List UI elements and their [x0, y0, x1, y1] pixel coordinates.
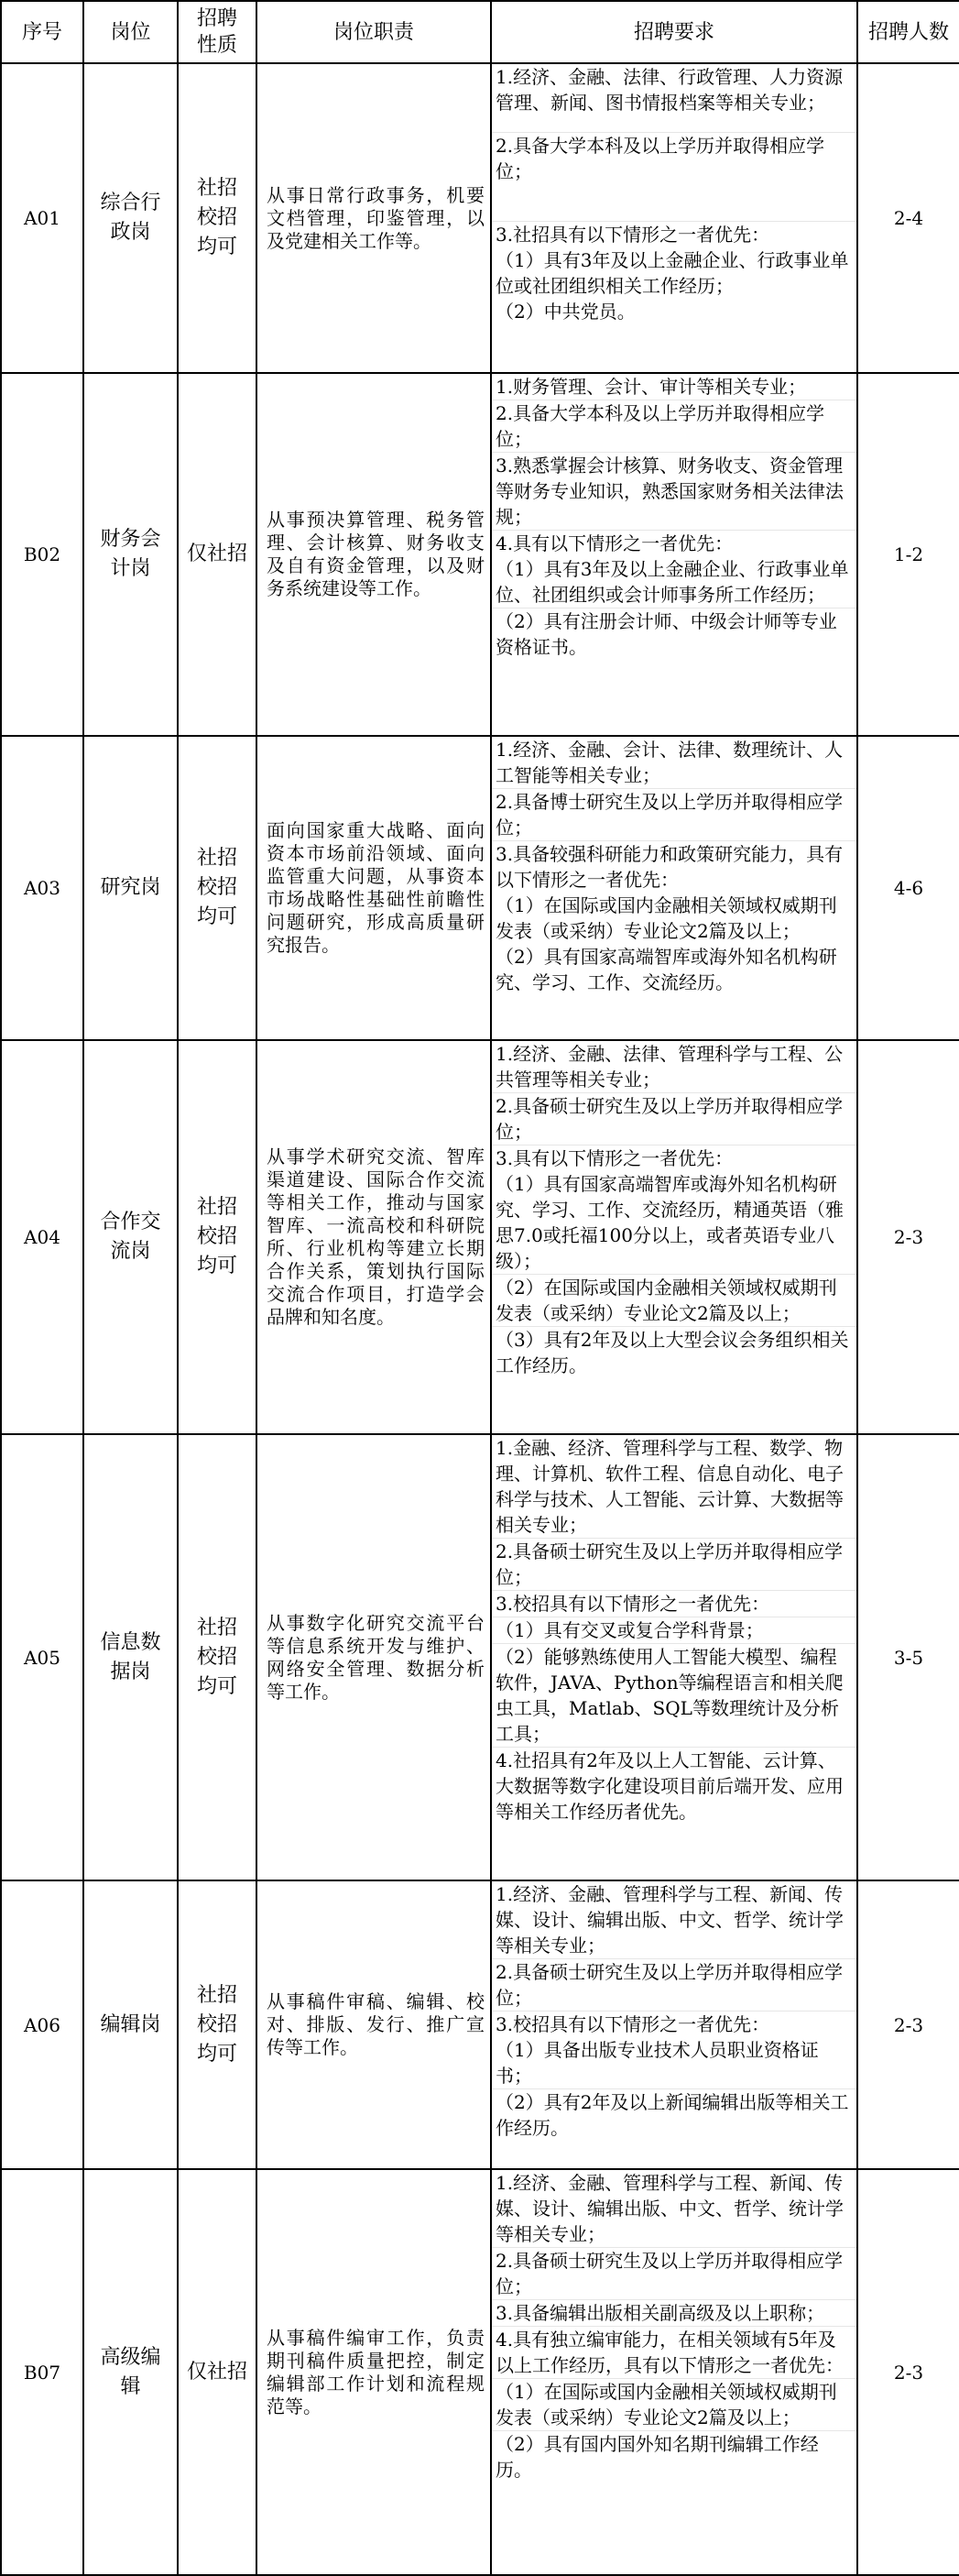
- requirement-line: 3.校招具有以下情形之一者优先：: [492, 2011, 856, 2037]
- requirement-line: 2.具备博士研究生及以上学历并取得相应学位；: [492, 788, 856, 840]
- row-requirements: [491, 1040, 857, 1434]
- row-type: 社招校招均可: [178, 63, 256, 373]
- row-position: 高级编辑: [83, 2169, 178, 2575]
- row-requirements: [491, 63, 857, 373]
- row-type: 社招校招均可: [178, 1040, 256, 1434]
- row-count: 2-3: [857, 2169, 959, 2575]
- requirement-line: （1）在国际或国内金融相关领域权威期刊发表（或采纳）专业论文2篇及以上；: [492, 2378, 856, 2430]
- requirement-line: （1）具有3年及以上金融企业、行政事业单位、社团组织或会计师事务所工作经历；: [496, 558, 849, 606]
- row-no: B02: [1, 373, 83, 736]
- requirement-line: （2）具有注册会计师、中级会计师等专业资格证书。: [492, 608, 856, 660]
- row-count: 2-3: [857, 1040, 959, 1434]
- requirement-line: （2）能够熟练使用人工智能大模型、编程软件，JAVA、Python等编程语言和相关爬虫工具，Matlab、SQL等数理统计及分析工具；: [492, 1643, 856, 1747]
- requirement-line: （2）具有国家高端智库或海外知名机构研究、学习、工作、交流经历。: [496, 946, 837, 993]
- requirement-line: （1）具有国家高端智库或海外知名机构研究、学习、工作、交流经历，精通英语（雅思7.0或托福100分以上，或者英语专业八级）；: [496, 1173, 844, 1272]
- row-requirements: [491, 1434, 857, 1880]
- requirement-line: 1.经济、金融、法律、管理科学与工程、公共管理等相关专业；: [496, 1043, 844, 1091]
- row-requirements: [491, 373, 857, 736]
- requirement-line: 2.具备硕士研究生及以上学历并取得相应学位；: [492, 1538, 856, 1590]
- row-no: A06: [1, 1880, 83, 2169]
- table-row: [1, 1880, 959, 2169]
- table-row: [1, 736, 959, 1040]
- requirement-line: 1.经济、金融、会计、法律、数理统计、人工智能等相关专业；: [496, 739, 844, 786]
- requirement-line: （1）具有交叉或复合学科背景；: [492, 1617, 856, 1643]
- row-requirements: [491, 736, 857, 1040]
- requirement-line: 2.具备硕士研究生及以上学历并取得相应学位；: [492, 1092, 856, 1145]
- requirement-line: 3.社招具有以下情形之一者优先：: [492, 221, 856, 247]
- requirement-line: （2）在国际或国内金融相关领域权威期刊发表（或采纳）专业论文2篇及以上；: [492, 1274, 856, 1326]
- requirement-line: 3.校招具有以下情形之一者优先：: [492, 1590, 856, 1617]
- header-position: 岗位: [83, 1, 178, 63]
- header-requirements: 招聘要求: [491, 1, 857, 63]
- requirement-line: 3.具备较强科研能力和政策研究能力，具有以下情形之一者优先：: [492, 840, 856, 893]
- row-position: 编辑岗: [83, 1880, 178, 2169]
- header-count: 招聘人数: [857, 1, 959, 63]
- row-count: 2-4: [857, 63, 959, 373]
- row-no: A03: [1, 736, 83, 1040]
- requirement-line: （1）具备出版专业技术人员职业资格证书；: [496, 2039, 819, 2087]
- row-type: 仅社招: [178, 373, 256, 736]
- requirement-line: 2.具备大学本科及以上学历并取得相应学位；: [492, 132, 856, 184]
- requirement-line: 1.经济、金融、管理科学与工程、新闻、传媒、设计、编辑出版、中文、哲学、统计学等相关专业；: [496, 2172, 844, 2245]
- row-position: 财务会计岗: [83, 373, 178, 736]
- row-duty: 面向国家重大战略、面向资本市场前沿领域、面向监管重大问题，从事资本市场战略性基础性前瞻性问题研究，形成高质量研究报告。: [256, 736, 491, 1040]
- requirement-line: 3.具备编辑出版相关副高级及以上职称；: [492, 2299, 856, 2326]
- table-row: [1, 63, 959, 373]
- row-count: 3-5: [857, 1434, 959, 1880]
- table-row: [1, 1040, 959, 1434]
- requirement-line: 4.具有独立编审能力，在相关领域有5年及以上工作经历，具有以下情形之一者优先：: [492, 2326, 856, 2378]
- row-no: A05: [1, 1434, 83, 1880]
- requirement-line: 2.具备硕士研究生及以上学历并取得相应学位；: [492, 1958, 856, 2011]
- row-no: A01: [1, 63, 83, 373]
- requirement-line: 1.经济、金融、法律、行政管理、人力资源管理、新闻、图书情报档案等相关专业；: [496, 66, 844, 114]
- requirement-line: 1.经济、金融、管理科学与工程、新闻、传媒、设计、编辑出版、中文、哲学、统计学等相关专业；: [496, 1883, 844, 1957]
- row-duty: 从事稿件编审工作，负责期刊稿件质量把控，制定编辑部工作计划和流程规范等。: [256, 2169, 491, 2575]
- requirement-line: 3.熟悉掌握会计核算、财务收支、资金管理等财务专业知识，熟悉国家财务相关法律法规；: [492, 452, 856, 530]
- row-no: A04: [1, 1040, 83, 1434]
- row-duty: 从事稿件审稿、编辑、校对、排版、发行、推广宣传等工作。: [256, 1880, 491, 2169]
- requirement-line: 4.社招具有2年及以上人工智能、云计算、大数据等数字化建设项目前后端开发、应用等相关工作经历者优先。: [492, 1747, 856, 1825]
- requirement-line: （2）中共党员。: [496, 301, 636, 323]
- row-count: 4-6: [857, 736, 959, 1040]
- requirement-line: （3）具有2年及以上大型会议会务组织相关工作经历。: [492, 1326, 856, 1378]
- row-count: 1-2: [857, 373, 959, 736]
- row-position: 研究岗: [83, 736, 178, 1040]
- requirement-line: 3.具有以下情形之一者优先：: [492, 1145, 856, 1171]
- header-type: 招聘性质: [178, 1, 256, 63]
- row-requirements: [491, 1880, 857, 2169]
- requirement-line: 2.具备大学本科及以上学历并取得相应学位；: [492, 400, 856, 452]
- header-duty: 岗位职责: [256, 1, 491, 63]
- row-type: 仅社招: [178, 2169, 256, 2575]
- header-row: [1, 1, 959, 63]
- row-duty: 从事预决算管理、税务管理、会计核算、财务收支及自有资金管理，以及财务系统建设等工作。: [256, 373, 491, 736]
- requirement-line: 1.财务管理、会计、审计等相关专业；: [496, 376, 807, 398]
- row-position: 合作交流岗: [83, 1040, 178, 1434]
- requirement-line: 4.具有以下情形之一者优先：: [492, 530, 856, 556]
- row-position: 信息数据岗: [83, 1434, 178, 1880]
- requirement-line: （2）具有国内国外知名期刊编辑工作经历。: [492, 2430, 856, 2483]
- row-type: 社招校招均可: [178, 736, 256, 1040]
- requirement-line: （2）具有2年及以上新闻编辑出版等相关工作经历。: [492, 2088, 856, 2141]
- table-row: [1, 1434, 959, 1880]
- requirement-line: （1）在国际或国内金融相关领域权威期刊发表（或采纳）专业论文2篇及以上；: [496, 894, 837, 942]
- table-row: [1, 2169, 959, 2575]
- row-no: B07: [1, 2169, 83, 2575]
- row-duty: 从事数字化研究交流平台等信息系统开发与维护、网络安全管理、数据分析等工作。: [256, 1434, 491, 1880]
- table-row: [1, 373, 959, 736]
- row-requirements: [491, 2169, 857, 2575]
- requirement-line: （1）具有3年及以上金融企业、行政事业单位或社团组织相关工作经历；: [496, 249, 849, 297]
- requirement-line: 1.金融、经济、管理科学与工程、数学、物理、计算机、软件工程、信息自动化、电子科学与技术、人工智能、云计算、大数据等相关专业；: [496, 1437, 844, 1536]
- row-position: 综合行政岗: [83, 63, 178, 373]
- row-duty: 从事学术研究交流、智库渠道建设、国际合作交流等相关工作，推动与国家智库、一流高校和科研院所、行业机构等建立长期合作关系，策划执行国际交流合作项目，打造学会品牌和知名度。: [256, 1040, 491, 1434]
- row-type: 社招校招均可: [178, 1434, 256, 1880]
- row-duty: 从事日常行政事务，机要文档管理，印鉴管理，以及党建相关工作等。: [256, 63, 491, 373]
- row-type: 社招校招均可: [178, 1880, 256, 2169]
- header-no: 序号: [1, 1, 83, 63]
- row-count: 2-3: [857, 1880, 959, 2169]
- requirement-line: 2.具备硕士研究生及以上学历并取得相应学位；: [492, 2247, 856, 2299]
